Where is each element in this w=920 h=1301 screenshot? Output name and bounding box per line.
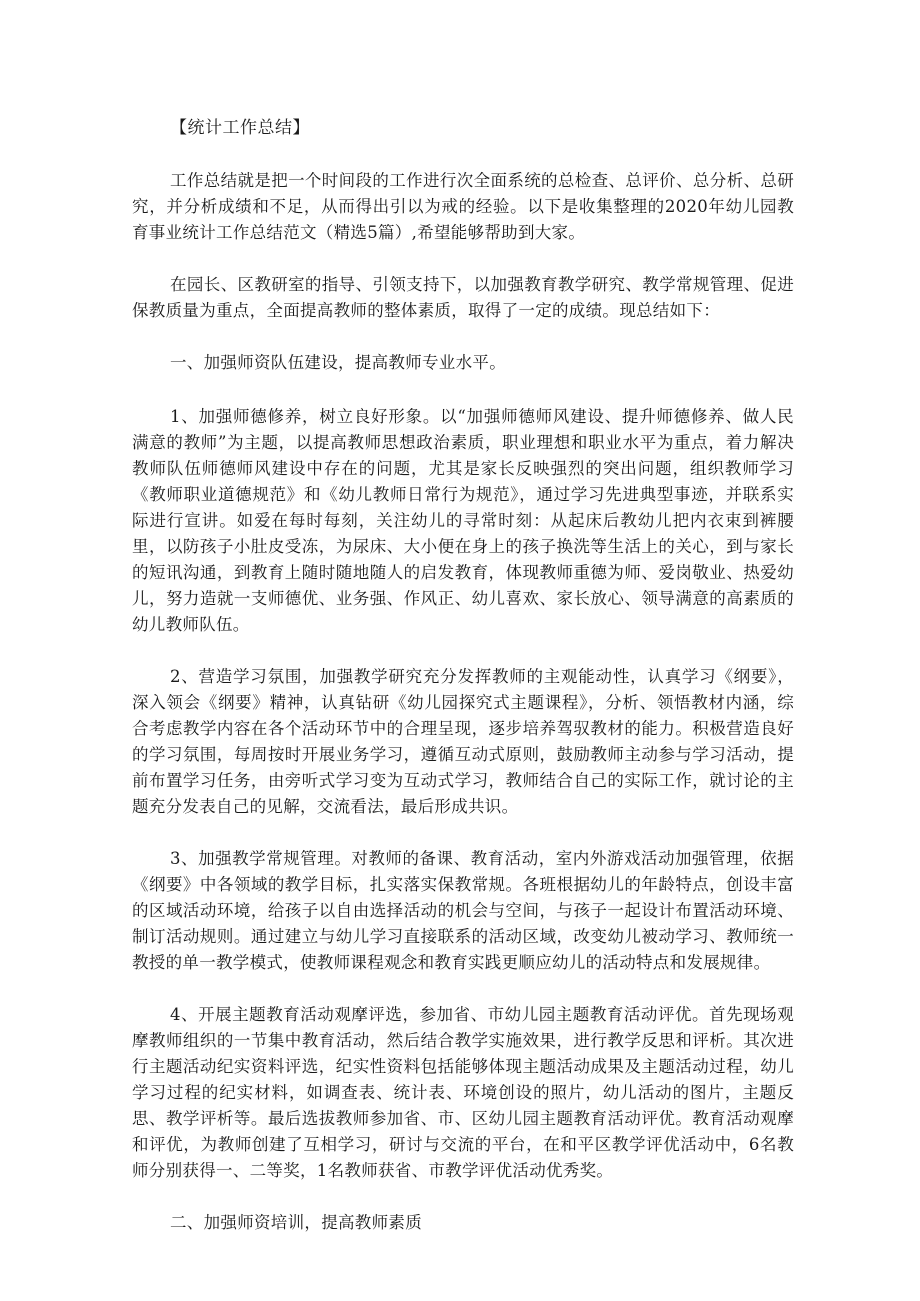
- opening-paragraph: 在园长、区教研室的指导、引领支持下，以加强教育教学研究、教学常规管理、促进保教质量为重点，全面提高教师的整体素质，取得了一定的成绩。现总结如下：: [132, 275, 794, 320]
- item-paragraph-2: 2、营造学习氛围，加强教学研究充分发挥教师的主观能动性，认真学习《纲要》，深入领会《纲要》精神，认真钻研《幼儿园探究式主题课程》，分析、领悟教材内涵，综合考虑教学内容在各个活动环节中的合理呈现，逐步培养驾驭教材的能力。积极营造良好的学习氛围，每周按时开展业务学习，遵循互动式原则，鼓励教师主动参与学习活动，提前布置学习任务，由旁听式学习变为互动式学习，教师结合自己的实际工作，就讨论的主题充分发表自己的见解，交流看法，最后形成共识。: [132, 667, 794, 816]
- item-paragraph-3: 3、加强教学常规管理。对教师的备课、教育活动，室内外游戏活动加强管理，依据《纲要》中各领域的教学目标，扎实落实保教常规。各班根据幼儿的年龄特点，创设丰富的区域活动环境，给孩子以自由选择活动的机会与空间，与孩子一起设计布置活动环境、制订活动规则。通过建立与幼儿学习直接联系的活动区域，改变幼儿被动学习、教师统一教授的单一教学模式，使教师课程观念和教育实践更顺应幼儿的活动特点和发展规律。: [132, 849, 794, 972]
- section-heading-2: 二、加强师资培训，提高教师素质: [170, 1213, 422, 1232]
- document-title: 【统计工作总结】: [170, 118, 310, 138]
- intro-paragraph: 工作总结就是把一个时间段的工作进行次全面系统的总检查、总评价、总分析、总研究，并分析成绩和不足，从而得出引以为戒的经验。以下是收集整理的2020年幼儿园教育事业统计工作总结范文（精选5篇）,希望能够帮助到大家。: [132, 171, 794, 242]
- section-heading-1: 一、加强师资队伍建设，提高教师专业水平。: [170, 353, 506, 372]
- item-paragraph-4: 4、开展主题教育活动观摩评选，参加省、市幼儿园主题教育活动评优。首先现场观摩教师组织的一节集中教育活动，然后结合教学实施效果，进行教学反思和评析。其次进行主题活动纪实资料评选，纪实性资料包括能够体现主题活动成果及主题活动过程，幼儿学习过程的纪实材料，如调查表、统计表、环境创设的照片，幼儿活动的图片，主题反思、教学评析等。最后选拔教师参加省、市、区幼儿园主题教育活动评优。教育活动观摩和评优，为教师创建了互相学习，研讨与交流的平台，在和平区教学评优活动中，6名教师分别获得一、二等奖，1名教师获省、市教学评优活动优秀奖。: [132, 1005, 794, 1180]
- item-paragraph-1: 1、加强师德修养，树立良好形象。以“加强师德师风建设、提升师德修养、做人民满意的教师”为主题，以提高教师思想政治素质，职业理想和职业水平为重点，着力解决教师队伍师德师风建设中存在的问题，尤其是家长反映强烈的突出问题，组织教师学习《教师职业道德规范》和《幼儿教师日常行为规范》，通过学习先进典型事迹，并联系实际进行宣讲。如爱在每时每刻，关注幼儿的寻常时刻：从起床后教幼儿把内衣束到裤腰里，以防孩子小肚皮受冻，为尿床、大小便在身上的孩子换洗等生活上的关心，到与家长的短讯沟通，到教育上随时随地随人的启发教育，体现教师重德为师、爱岗敬业、热爱幼儿，努力造就一支师德优、业务强、作风正、幼儿喜欢、家长放心、领导满意的高素质的幼儿教师队伍。: [132, 407, 794, 634]
- document-page: [132, 116, 794, 1264]
